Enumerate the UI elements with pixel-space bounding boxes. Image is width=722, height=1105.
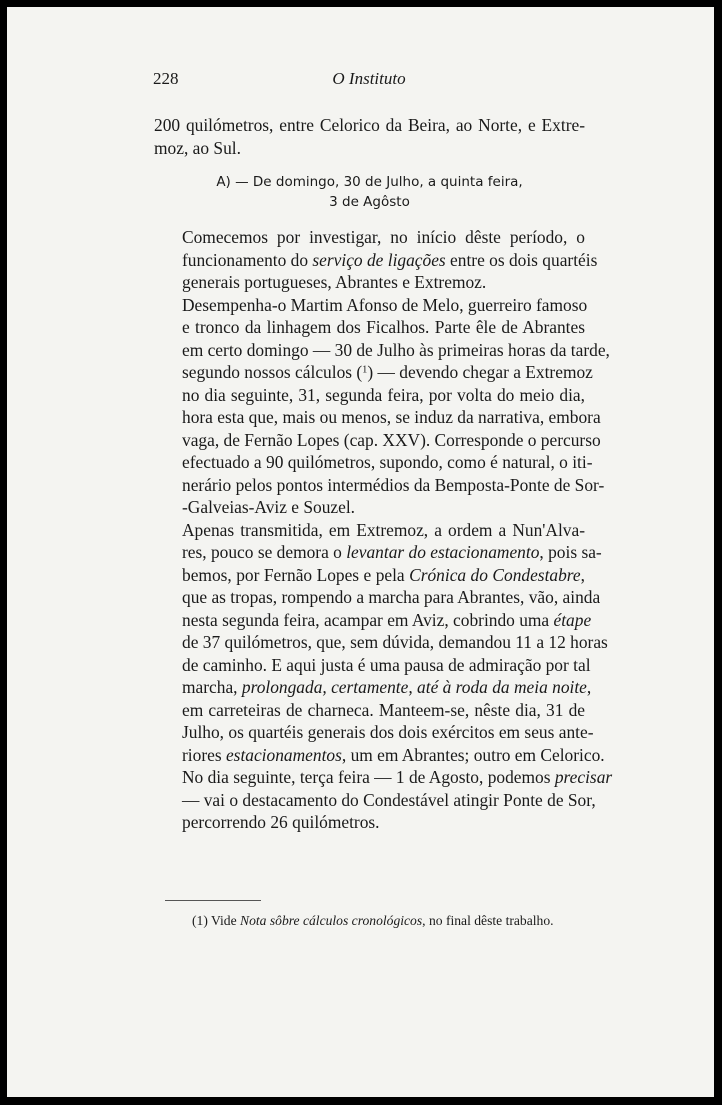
text-line: segundo nossos cálculos ($^1$) — devendo chegar a Extremoz	[182, 362, 593, 382]
text-line: e tronco da linhagem dos Ficalhos. Parte êle de Abrantes	[182, 317, 585, 337]
text-line: -Galveias-Aviz e Souzel.	[182, 497, 356, 517]
text-line: em carreteiras de charneca. Manteem-se, nêste dia, 31 de	[182, 699, 585, 720]
section-heading-line: 3 de Agôsto	[329, 194, 410, 210]
text-line: No dia seguinte, terça feira — 1 de Agosto, podemos precisar	[182, 767, 613, 787]
text-line: marcha, prolongada, certamente, até à roda da meia noite,	[182, 677, 592, 697]
text-line: em certo domingo — 30 de Julho às primeiras horas da tarde,	[182, 339, 610, 360]
text-line: riores estacionamentos, um em Abrantes; outro em Celorico.	[182, 744, 605, 765]
text-line: efectuado a 90 quilómetros, supondo, como é natural, o iti-	[182, 452, 593, 472]
paragraph-2	[154, 294, 610, 519]
footnote-ref: 1	[362, 364, 368, 376]
text-line: — vai o destacamento do Condestável atingir Ponte de Sor,	[182, 789, 596, 810]
text-line: hora esta que, mais ou menos, se induz da narrativa, embora	[182, 407, 601, 427]
text-line: Comecemos por investigar, no início dêste período, o	[182, 227, 585, 247]
text-line: funcionamento do serviço de ligações entre os dois quartéis	[182, 249, 598, 270]
text-line: Desempenha-o Martim Afonso de Melo, guerreiro famoso	[182, 294, 588, 315]
text-line: percorrendo 26 quilómetros.	[182, 812, 380, 832]
footnote-divider	[165, 900, 261, 901]
running-title: O Instituto	[332, 69, 406, 88]
text-line: no dia seguinte, 31, segunda feira, por volta do meio dia,	[182, 384, 585, 405]
text-line: 200 quilómetros, entre Celorico da Beira, ao Norte, e Extre-	[154, 115, 585, 135]
text-line: moz, ao Sul.	[154, 137, 241, 158]
emphasis: levantar do estacionamento	[346, 542, 540, 562]
body-text	[154, 114, 613, 834]
paragraph-1	[154, 226, 598, 294]
text-line: res, pouco se demora o levantar do estacionamento, pois sa-	[182, 542, 602, 562]
text-line: nesta segunda feira, acampar em Aviz, cobrindo uma étape	[182, 609, 592, 630]
text-line: Julho, os quartéis generais dos dois exércitos em seus ante-	[182, 722, 594, 742]
text-line: generais portugueses, Abrantes e Extremoz.	[182, 272, 487, 292]
text-line: que as tropas, rompendo a marcha para Abrantes, vão, ainda	[182, 587, 601, 607]
text-line: vaga, de Fernão Lopes (cap. XXV). Corresponde o percurso	[182, 429, 601, 450]
emphasis: estacionamentos	[225, 744, 342, 765]
text-line: nerário pelos pontos intermédios da Bemposta-Ponte de Sor-	[182, 474, 605, 495]
footnote-title: Nota sôbre cálculos cronológicos	[240, 913, 423, 928]
text-line: de 37 quilómetros, que, sem dúvida, demandou 11 a 12 horas	[182, 632, 608, 652]
intro-paragraph	[154, 114, 585, 159]
text-line: de caminho. E aqui justa é uma pausa de admiração por tal	[182, 654, 591, 675]
emphasis: serviço de ligações	[312, 249, 446, 270]
emphasis: étape	[553, 609, 592, 630]
text-line: Apenas transmitida, em Extremoz, a ordem a Nun'Alva-	[182, 519, 585, 540]
text-line: bemos, por Fernão Lopes e pela Crónica do Condestabre,	[182, 564, 585, 585]
page-header	[153, 69, 585, 91]
emphasis: precisar	[554, 767, 613, 787]
section-heading-line: A) — De domingo, 30 de Julho, a quinta feira,	[216, 174, 523, 190]
page-number: 228	[153, 69, 179, 88]
book-page	[7, 7, 714, 1097]
emphasis: prolongada, certamente, até à roda da meia noite	[241, 677, 587, 697]
paragraph-3	[154, 519, 613, 834]
emphasis: Crónica do Condestabre	[409, 564, 581, 585]
footnote-marker: (1)	[192, 913, 208, 928]
footnote: (1) Vide Nota sôbre cálculos cronológicos, no final dêste trabalho.	[192, 913, 554, 928]
section-heading	[154, 172, 585, 212]
